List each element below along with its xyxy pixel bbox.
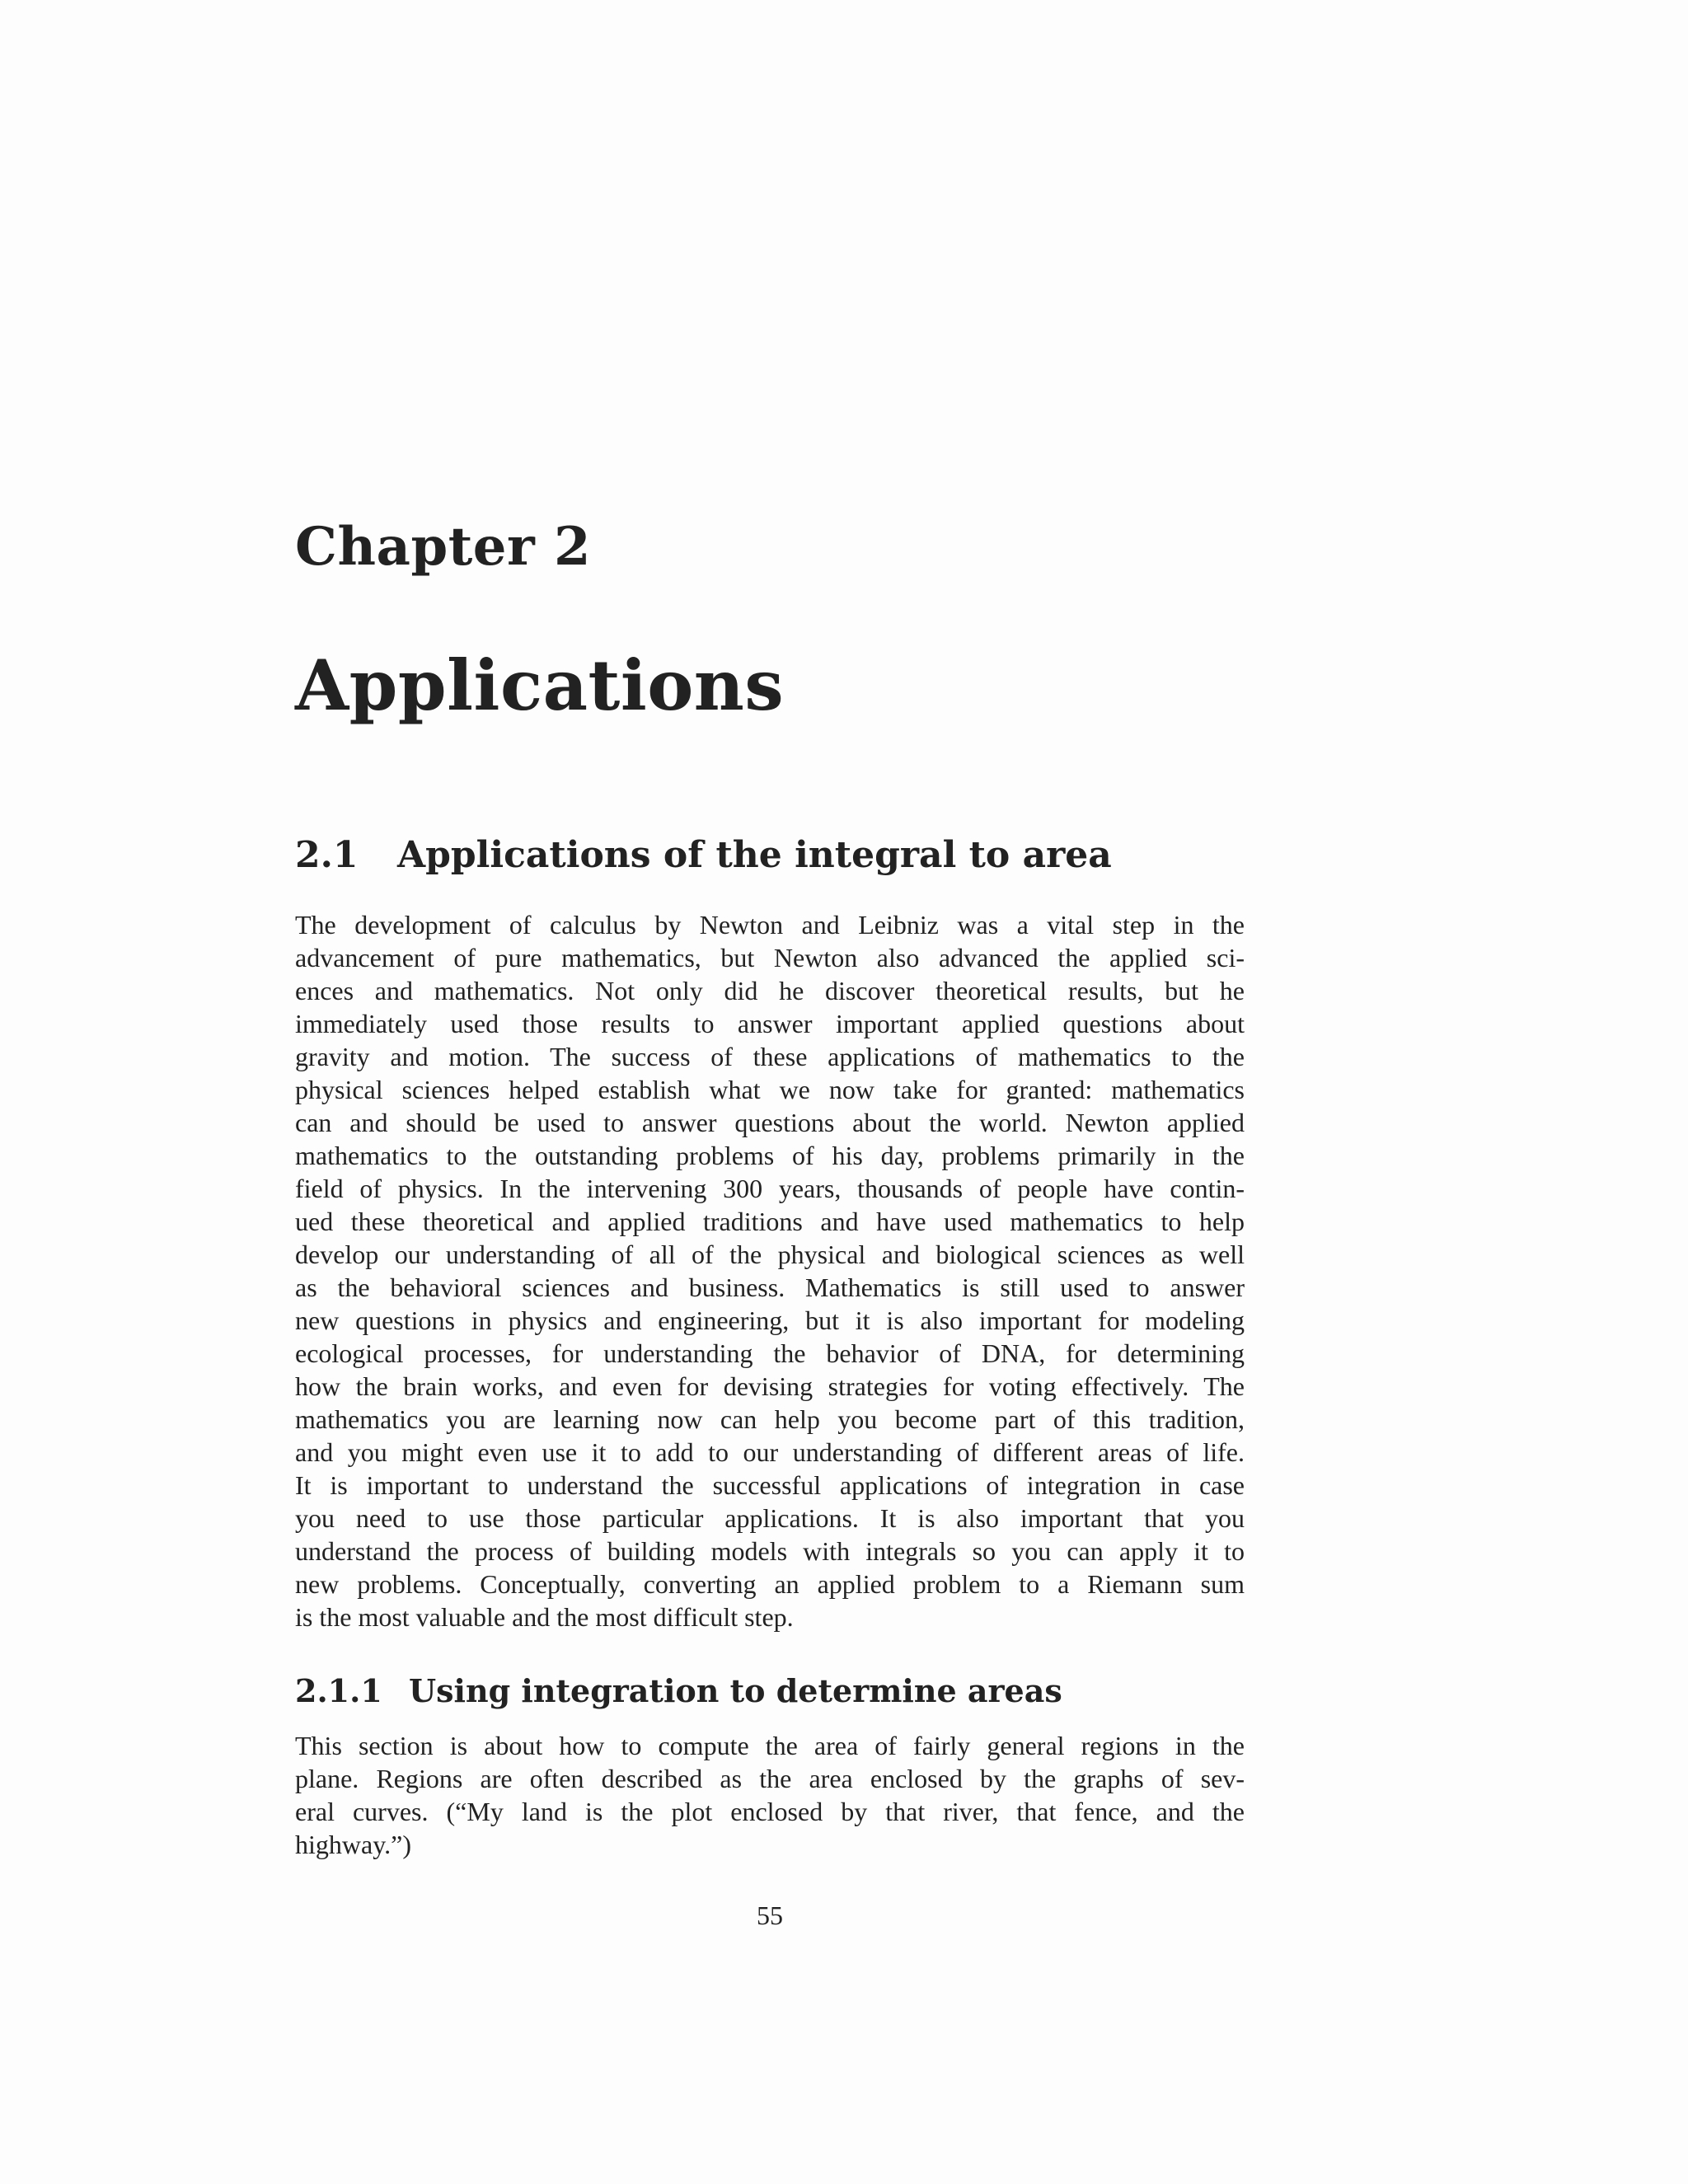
subsection-paragraph <box>295 1729 1245 1861</box>
text-line: mathematics you are learning now can help you become part of this tradition, <box>295 1404 1245 1434</box>
text-line: field of physics. In the intervening 300 years, thousands of people have contin- <box>295 1174 1245 1203</box>
chapter-label: Chapter 2 <box>295 516 591 578</box>
text-line: as the behavioral sciences and business. Mathematics is still used to answer <box>295 1272 1245 1302</box>
text-line: understand the process of building models with integrals so you can apply it to <box>295 1536 1245 1566</box>
page-number-text: 55 <box>757 1900 783 1930</box>
section-heading <box>295 834 1112 876</box>
text-line: you need to use those particular applications. It is also important that you <box>295 1503 1245 1533</box>
text-line: can and should be used to answer questions about the world. Newton applied <box>295 1108 1245 1137</box>
subsection-number: 2.1.1 <box>295 1672 382 1709</box>
text-line: plane. Regions are often described as the area enclosed by the graphs of sev- <box>295 1764 1245 1793</box>
text-line: gravity and motion. The success of these applications of mathematics to the <box>295 1042 1245 1071</box>
text-line: mathematics to the outstanding problems of his day, problems primarily in the <box>295 1141 1245 1170</box>
section-paragraph <box>295 908 1245 1633</box>
text-line: ences and mathematics. Not only did he discover theoretical results, but he <box>295 976 1245 1005</box>
section-title: Applications of the integral to area <box>397 834 1112 876</box>
text-line: develop our understanding of all of the physical and biological sciences as well <box>295 1240 1245 1269</box>
text-line: eral curves. (“My land is the plot enclosed by that river, that fence, and the <box>295 1797 1245 1826</box>
text-line: new questions in physics and engineering, but it is also important for modeling <box>295 1305 1245 1335</box>
chapter-title: Applications <box>295 644 785 726</box>
section-number: 2.1 <box>295 834 359 876</box>
text-line: is the most valuable and the most difficult step. <box>295 1602 794 1632</box>
text-line: physical sciences helped establish what we now take for granted: mathematics <box>295 1075 1245 1104</box>
text-line: highway.”) <box>295 1830 411 1859</box>
text-line: new problems. Conceptually, converting an applied problem to a Riemann sum <box>295 1569 1245 1599</box>
subsection-title: Using integration to determine areas <box>409 1672 1062 1709</box>
subsection-heading <box>295 1672 1062 1709</box>
text-line: The development of calculus by Newton and Leibniz was a vital step in the <box>295 910 1245 940</box>
text-line: how the brain works, and even for devising strategies for voting effectively. The <box>295 1371 1245 1401</box>
text-line: It is important to understand the successful applications of integration in case <box>295 1470 1245 1500</box>
text-line: This section is about how to compute the area of fairly general regions in the <box>295 1731 1245 1760</box>
text-line: and you might even use it to add to our understanding of different areas of life. <box>295 1437 1245 1467</box>
text-line: ecological processes, for understanding the behavior of DNA, for determining <box>295 1338 1245 1368</box>
page-number <box>0 1900 1540 1931</box>
text-line: immediately used those results to answer important applied questions about <box>295 1009 1245 1038</box>
text-line: advancement of pure mathematics, but Newton also advanced the applied sci- <box>295 943 1245 972</box>
text-line: ued these theoretical and applied traditions and have used mathematics to help <box>295 1207 1245 1236</box>
